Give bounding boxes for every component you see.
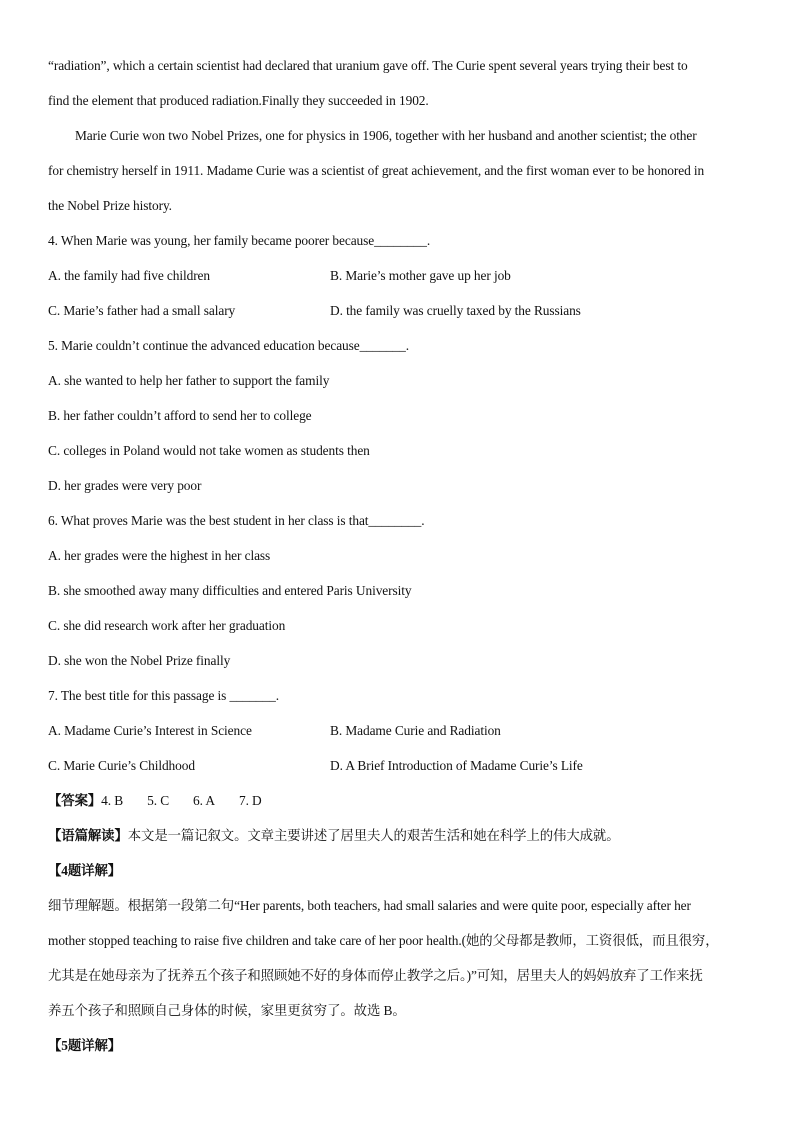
question-7-option-d: D. A Brief Introduction of Madame Curie’s Life bbox=[330, 758, 583, 773]
question-4-option-c: C. Marie’s father had a small salary bbox=[48, 303, 236, 318]
question-6-stem: 6. What proves Marie was the best student in her class is that________. bbox=[48, 513, 425, 528]
answer-item: 6. A bbox=[193, 793, 215, 808]
question-4-option-d: D. the family was cruelly taxed by the Russians bbox=[330, 303, 581, 318]
question-6-option-c: C. she did research work after her graduation bbox=[48, 618, 286, 633]
answer-label: 【答案】 bbox=[48, 793, 102, 808]
passage-line: the Nobel Prize history. bbox=[48, 198, 172, 213]
passage-line: find the element that produced radiation.Finally they succeeded in 1902. bbox=[48, 93, 429, 108]
question-5-option-b: B. her father couldn’t afford to send her to college bbox=[48, 408, 312, 423]
detail-4-line: 尤其是在她母亲为了抚养五个孩子和照顾她不好的身体而停止教学之后。)”可知，居里夫人的妈妈放弃了工作来抚 bbox=[48, 968, 703, 983]
detail-4-heading: 【4题详解】 bbox=[48, 863, 122, 878]
question-6-option-b: B. she smoothed away many difficulties and entered Paris University bbox=[48, 583, 412, 598]
question-5-option-a: A. she wanted to help her father to support the family bbox=[48, 373, 330, 388]
question-4-option-b: B. Marie’s mother gave up her job bbox=[330, 268, 511, 283]
question-6-option-d: D. she won the Nobel Prize finally bbox=[48, 653, 231, 668]
question-5-option-d: D. her grades were very poor bbox=[48, 478, 202, 493]
answer-item: 5. C bbox=[147, 793, 170, 808]
question-7-stem: 7. The best title for this passage is _______. bbox=[48, 688, 279, 703]
question-4-option-a: A. the family had five children bbox=[48, 268, 210, 283]
answer-item: 7. D bbox=[238, 793, 262, 808]
detail-4-line: 养五个孩子和照顾自己身体的时候，家里更贫穷了。故选 B。 bbox=[48, 1003, 406, 1018]
interpretation-label: 【语篇解读】 bbox=[48, 828, 128, 843]
passage-line: for chemistry herself in 1911. Madame Curie was a scientist of great achievement, and the first woman ever to be honored in bbox=[48, 163, 705, 178]
interpretation bbox=[48, 824, 748, 859]
question-7-option-b: B. Madame Curie and Radiation bbox=[330, 723, 501, 738]
question-5-stem: 5. Marie couldn’t continue the advanced education because_______. bbox=[48, 338, 409, 353]
question-7-option-c: C. Marie Curie’s Childhood bbox=[48, 758, 195, 773]
question-5-option-c: C. colleges in Poland would not take women as students then bbox=[48, 443, 370, 458]
detail-4-line: mother stopped teaching to raise five children and take care of her poor health.(她的父母都是教师，工资很低，而且很穷， bbox=[48, 933, 719, 948]
document-page bbox=[48, 54, 748, 1069]
question-4-options-row-2 bbox=[48, 299, 748, 334]
detail-4-line: 细节理解题。根据第一段第二句“Her parents, both teachers, had small salaries and were quite poor, especially after her bbox=[48, 898, 691, 913]
question-7-options-row-2 bbox=[48, 754, 748, 789]
question-6-option-a: A. her grades were the highest in her class bbox=[48, 548, 271, 563]
detail-5-heading: 【5题详解】 bbox=[48, 1038, 122, 1053]
question-7-option-a: A. Madame Curie’s Interest in Science bbox=[48, 723, 252, 738]
passage-line: “radiation”, which a certain scientist had declared that uranium gave off. The Curie spent several years trying their best to bbox=[48, 58, 688, 73]
question-4-options-row-1 bbox=[48, 264, 748, 299]
question-7-options-row-1 bbox=[48, 719, 748, 754]
answer-key bbox=[48, 789, 748, 824]
passage-line: Marie Curie won two Nobel Prizes, one for physics in 1906, together with her husband and another scientist; the other bbox=[75, 128, 697, 143]
answer-item: 4. B bbox=[101, 793, 124, 808]
interpretation-text: 本文是一篇记叙文。文章主要讲述了居里夫人的艰苦生活和她在科学上的伟大成就。 bbox=[127, 828, 620, 843]
question-4-stem: 4. When Marie was young, her family became poorer because________. bbox=[48, 233, 431, 248]
